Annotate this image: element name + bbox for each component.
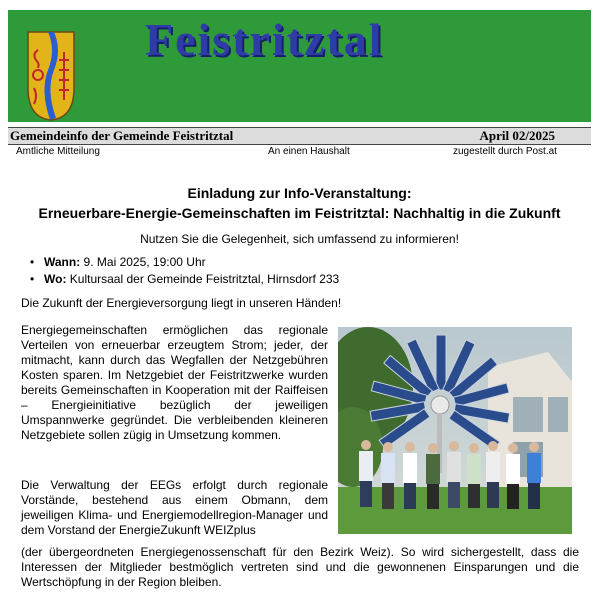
masthead-title: Feistritztal [145,14,384,65]
intro-paragraph: Die Zukunft der Energieversorgung liegt in unseren Händen! [21,296,342,310]
event-where [30,271,340,288]
article-lead: Nutzen Sie die Gelegenheit, sich umfassend zu informieren! [140,232,459,246]
body-paragraph-3: (der übergeordneten Energiegenossenschaft für den Bezirk Weiz). So wird sichergestellt, dass die Interessen der Mitglieder bestmöglich vertreten sind und die gewonnenen Einsparungen und die Wertschöpfung in der Region bleiben. [21,545,579,589]
household-label: An einen Haushalt [268,146,350,157]
issue-info-bar [8,127,591,145]
official-notice-label: Amtliche Mitteilung [16,146,100,157]
group-photo [338,327,572,534]
where-value: Kultursaal der Gemeinde Feistritztal, Hirnsdorf 233 [66,272,340,286]
event-when [30,254,339,271]
article-title-line1: Einladung zur Info-Veranstaltung: [187,185,412,201]
newsletter-name: Gemeindeinfo der Gemeinde Feistritztal [10,128,234,143]
coat-of-arms-logo [26,30,76,122]
article-title-line2: Erneuerbare-Energie-Gemeinschaften im Feistritztal: Nachhaltig in die Zukunft [38,205,561,221]
body-paragraph-1: Energiegemeinschaften ermöglichen das regionale Verteilen von erneuerbar erzeugtem Strom; jeder, der mitmacht, kann durch das Wegfallen der Netzgebühren Kosten sparen. Im Netzgebiet der Feistritzwerke wurden bereits Gemeinschaften in Kooperation mit der Raiffeisen – Energieinitiative bezüglich der jeweiligen Umspannwerke gegründet. Die verbleibenden kleineren Netzgebiete sollen zügig in Umsetzung kommen. [21,323,328,442]
when-label: Wann: [44,255,81,269]
body-paragraph-2: Die Verwaltung der EEGs erfolgt durch regionale Vorstände, bestehend aus einem Obmann, dem jeweiligen Klima- und Energiemodellregion-Manager und dem Vorstand der EnergieZukunft WEIZplus [21,478,328,537]
when-value: 9. Mai 2025, 19:00 Uhr [80,255,206,269]
masthead-banner [8,10,591,122]
delivery-label: zugestellt durch Post.at [453,146,557,157]
bullet-icon: • [30,272,35,286]
event-details-list [30,254,340,288]
where-label: Wo: [44,272,67,286]
bullet-icon: • [30,255,35,269]
issue-date: April 02/2025 [479,128,555,143]
